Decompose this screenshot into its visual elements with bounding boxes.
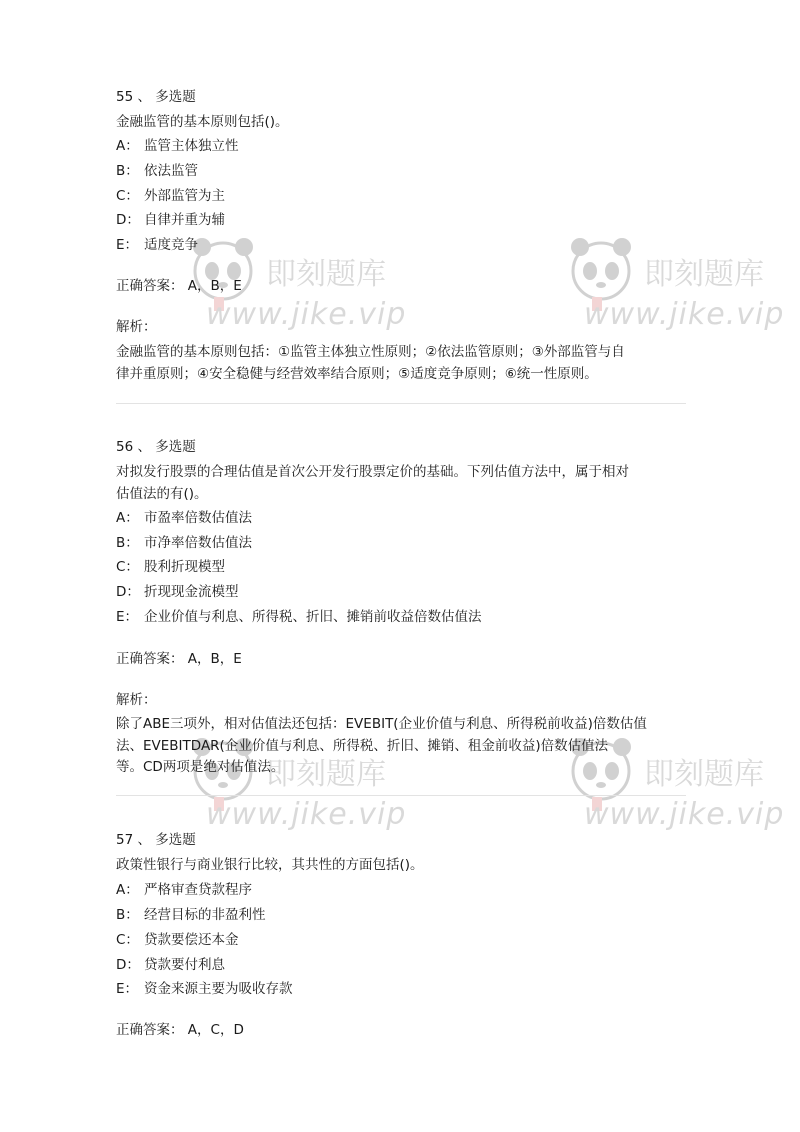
correct-answer: 正确答案： A，B，E <box>116 278 242 294</box>
option-e: E： 企业价值与利息、所得税、折旧、摊销前收益倍数估值法 <box>116 609 482 625</box>
option-c: C： 贷款要偿还本金 <box>116 932 239 948</box>
correct-answer: 正确答案： A，B，E <box>116 651 242 667</box>
option-b: B： 依法监管 <box>116 163 198 179</box>
correct-answer: 正确答案： A，C，D <box>116 1022 244 1038</box>
analysis-text: 律并重原则；④安全稳健与经营效率结合原则；⑤适度竞争原则；⑥统一性原则。 <box>116 366 598 382</box>
analysis-label: 解析： <box>116 692 157 708</box>
question-stem: 对拟发行股票的合理估值是首次公开发行股票定价的基础。下列估值方法中，属于相对 <box>116 464 629 480</box>
option-b: B： 市净率倍数估值法 <box>116 535 252 551</box>
watermark-url: www.jike.vip <box>584 797 785 832</box>
analysis-text: 金融监管的基本原则包括：①监管主体独立性原则；②依法监管原则；③外部监管与自 <box>116 344 625 360</box>
question-header: 57 、 多选题 <box>116 832 196 848</box>
question-stem: 估值法的有()。 <box>116 486 208 502</box>
question-stem: 政策性银行与商业银行比较，其共性的方面包括()。 <box>116 857 424 873</box>
question-stem: 金融监管的基本原则包括()。 <box>116 114 289 130</box>
option-a: A： 监管主体独立性 <box>116 138 239 154</box>
watermark-brand: 即刻题库 <box>266 757 386 792</box>
watermark <box>566 235 800 345</box>
option-d: D： 折现现金流模型 <box>116 584 239 600</box>
option-e: E： 适度竞争 <box>116 237 198 253</box>
panda-logo-icon <box>188 235 258 315</box>
option-d: D： 自律并重为辅 <box>116 212 225 228</box>
option-b: B： 经营目标的非盈利性 <box>116 907 266 923</box>
analysis-text: 法、EVEBITDAR(企业价值与利息、所得税、折旧、摊销、租金前收益)倍数估值法 <box>116 738 609 754</box>
analysis-text: 除了ABE三项外，相对估值法还包括：EVEBIT(企业价值与利息、所得税前收益)倍数估值 <box>116 716 647 732</box>
watermark-url: www.jike.vip <box>206 297 407 332</box>
question-header: 56 、 多选题 <box>116 439 196 455</box>
option-e: E： 资金来源主要为吸收存款 <box>116 981 293 997</box>
option-c: C： 股利折现模型 <box>116 559 225 575</box>
watermark-brand: 即刻题库 <box>644 757 764 792</box>
analysis-label: 解析： <box>116 319 157 335</box>
watermark-brand: 即刻题库 <box>644 257 764 292</box>
panda-logo-icon <box>566 235 636 315</box>
watermark-url: www.jike.vip <box>584 297 785 332</box>
watermark-url: www.jike.vip <box>206 797 407 832</box>
question-header: 55 、 多选题 <box>116 89 196 105</box>
option-a: A： 市盈率倍数估值法 <box>116 510 252 526</box>
option-c: C： 外部监管为主 <box>116 188 225 204</box>
option-a: A： 严格审查贷款程序 <box>116 882 252 898</box>
divider <box>116 795 686 796</box>
watermark-brand: 即刻题库 <box>266 257 386 292</box>
analysis-text: 等。CD两项是绝对估值法。 <box>116 759 285 775</box>
divider <box>116 403 686 404</box>
option-d: D： 贷款要付利息 <box>116 957 225 973</box>
